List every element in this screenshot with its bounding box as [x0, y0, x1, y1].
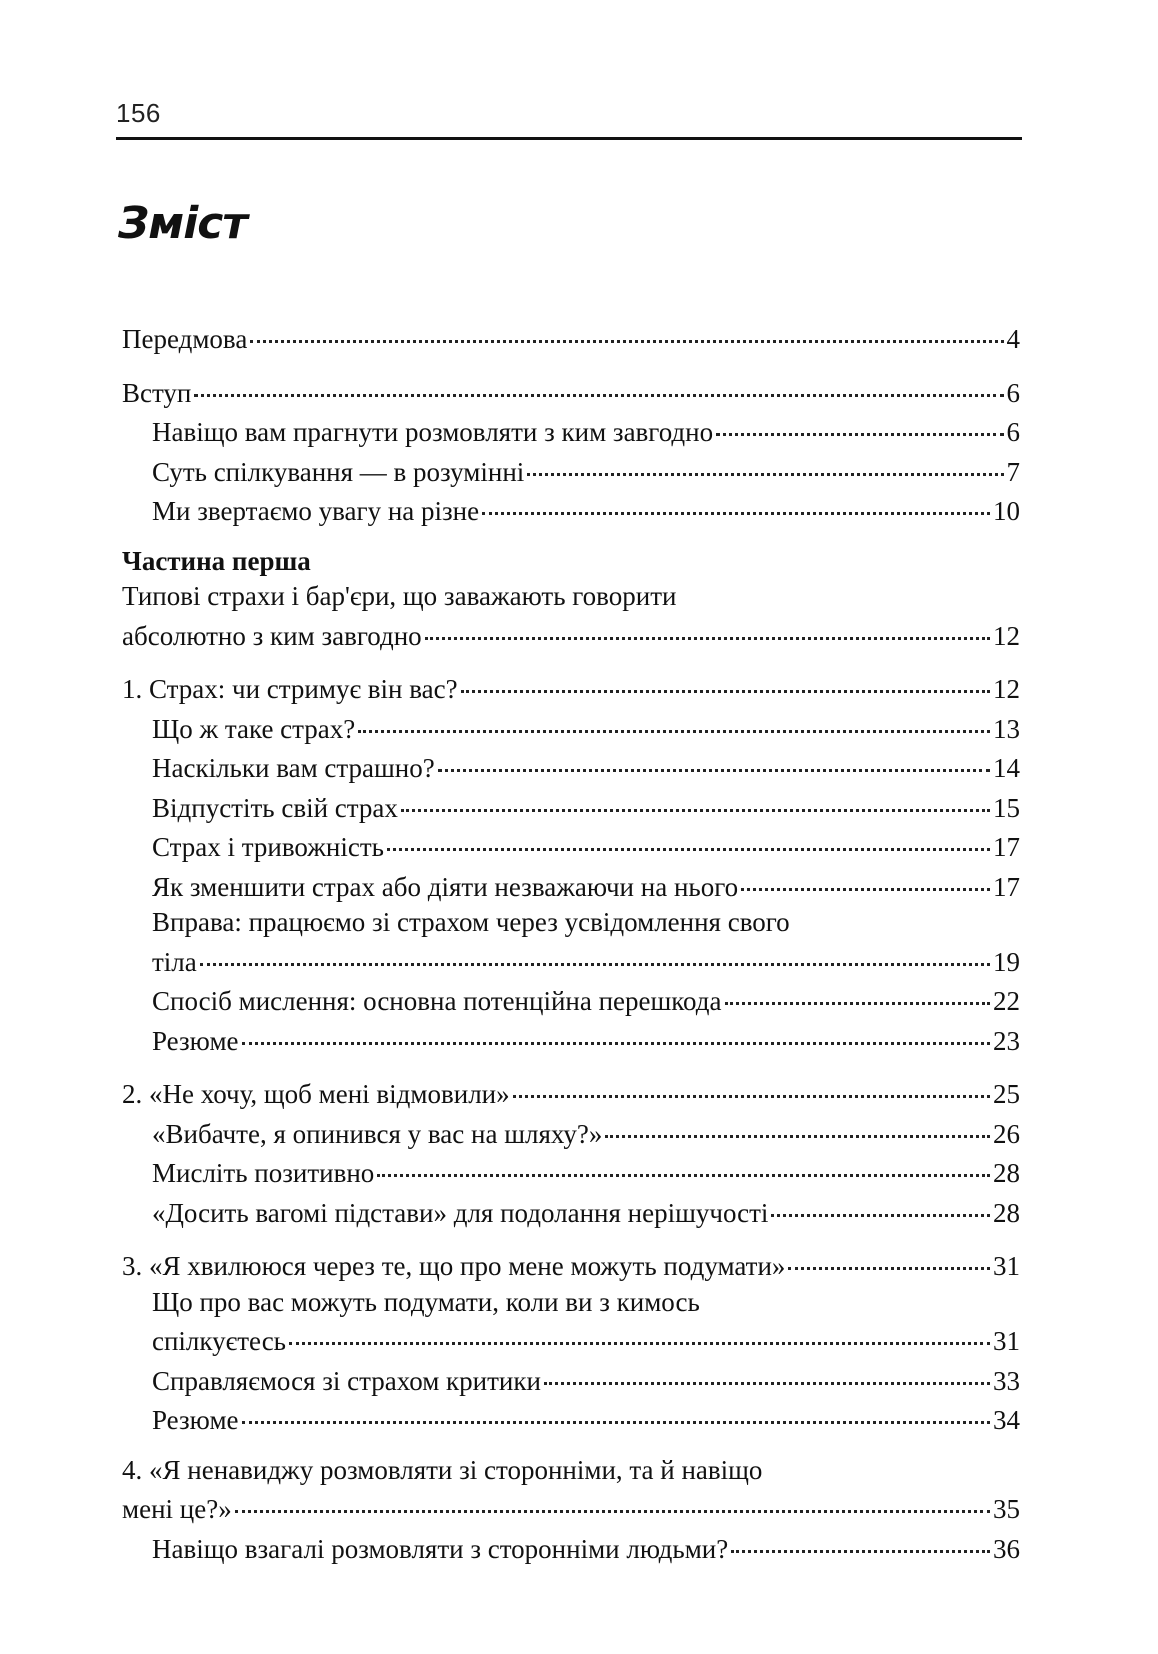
- dot-leader: [387, 821, 990, 851]
- toc-entry-page: 10: [993, 496, 1020, 526]
- toc-subentry[interactable]: [122, 1528, 1020, 1568]
- toc-entry-text: Наскільки вам страшно?: [152, 753, 435, 783]
- toc-entry-text: Резюме: [152, 1025, 239, 1056]
- dot-leader: [358, 703, 990, 733]
- toc-subentry[interactable]: [122, 490, 1020, 530]
- toc-entry-text: «Досить вагомі підстави» для подолання нерішучості: [152, 1197, 769, 1228]
- toc-entry-page: 26: [993, 1118, 1020, 1149]
- dot-leader: [401, 782, 990, 812]
- toc-entry-page: 15: [993, 792, 1020, 823]
- toc-entry-part1[interactable]: [122, 615, 1020, 655]
- toc-subentry[interactable]: [122, 1192, 1020, 1232]
- toc-entry-page: 36: [993, 1533, 1020, 1564]
- toc-entry-text: Як зменшити страх або діяти незважаючи на нього: [152, 871, 739, 902]
- toc-entry-text: Навіщо вам прагнути розмовляти з ким завгодно: [152, 417, 714, 447]
- dot-leader: [235, 1483, 990, 1513]
- dot-leader: [731, 1523, 990, 1553]
- dot-leader: [527, 446, 1003, 476]
- dot-leader: [788, 1240, 990, 1270]
- toc-entry-page: 33: [993, 1365, 1020, 1396]
- toc-entry-page: 17: [993, 871, 1020, 902]
- toc-entry-text: Вступ: [122, 377, 192, 408]
- dot-leader: [194, 367, 1003, 397]
- toc-subentry[interactable]: [122, 1020, 1020, 1060]
- toc-entry-text: Резюме: [152, 1405, 239, 1435]
- dot-leader: [513, 1068, 990, 1098]
- toc-entry-text: Суть спілкування — в розумінні: [152, 456, 525, 487]
- page-number: 156: [116, 98, 161, 128]
- toc-entry-text: мені це?»: [122, 1494, 232, 1524]
- toc-entry-text: Передмова: [122, 324, 248, 354]
- toc-entry-text: 3. «Я хвилююся через те, що про мене можуть подумати»: [122, 1251, 786, 1281]
- dot-leader: [725, 975, 991, 1005]
- toc-entry-text: 2. «Не хочу, щоб мені відмовили»: [122, 1079, 510, 1109]
- toc-entry-text: тіла: [152, 946, 197, 977]
- part-title-line: Типові страхи і бар'єри, що заважають говорити: [122, 581, 677, 611]
- toc-entry-page: 12: [993, 620, 1020, 651]
- toc-entry-text: Мисліть позитивно: [152, 1158, 375, 1188]
- toc-entry-text: Навіщо взагалі розмовляти з сторонніми людьми?: [152, 1533, 729, 1564]
- toc-entry-text: спілкуєтесь: [152, 1326, 286, 1356]
- dot-leader: [438, 742, 990, 772]
- dot-leader: [461, 663, 990, 693]
- toc-entry-page: 13: [993, 713, 1020, 744]
- toc-entry-chapter-3[interactable]: [122, 1245, 1020, 1285]
- toc-entry-page: 14: [993, 753, 1020, 783]
- toc-entry-page: 22: [993, 986, 1020, 1016]
- part-heading: Частина перша: [122, 545, 311, 576]
- table-of-contents: [122, 318, 1020, 1567]
- toc-entry-text: Що ж таке страх?: [152, 713, 356, 744]
- header-rule: [116, 137, 1022, 140]
- toc-entry-text: Відпустіть свій страх: [152, 792, 398, 823]
- dot-leader: [200, 936, 990, 966]
- toc-entry-text: Ми звертаємо увагу на різне: [152, 496, 480, 526]
- toc-entry-text: Спосіб мислення: основна потенційна перешкода: [152, 986, 722, 1016]
- toc-subentry-line: Вправа: працюємо зі страхом через усвідомлення свого: [152, 907, 790, 937]
- toc-entry-text: 1. Страх: чи стримує він вас?: [122, 674, 458, 704]
- toc-entry-page: 31: [993, 1251, 1020, 1281]
- dot-leader: [250, 313, 1003, 343]
- toc-subentry[interactable]: [122, 1399, 1020, 1439]
- toc-entry-page: 28: [993, 1158, 1020, 1188]
- toc-entry-page: 28: [993, 1197, 1020, 1228]
- toc-subentry-line: Що про вас можуть подумати, коли ви з кимось: [152, 1286, 700, 1317]
- dot-leader: [377, 1147, 990, 1177]
- toc-entry-page: 7: [1006, 456, 1020, 487]
- dot-leader: [242, 1015, 990, 1045]
- toc-entry-page: 6: [1006, 377, 1020, 408]
- toc-entry-page: 35: [993, 1494, 1020, 1524]
- toc-entry-page: 12: [993, 674, 1020, 704]
- toc-entry-page: 34: [993, 1405, 1020, 1435]
- toc-entry-page: 25: [993, 1079, 1020, 1109]
- toc-entry-page: 6: [1006, 417, 1020, 447]
- toc-entry-text: «Вибачте, я опинився у вас на шляху?»: [152, 1118, 603, 1149]
- dot-leader: [741, 861, 990, 891]
- toc-subentry[interactable]: [122, 866, 1020, 906]
- toc-entry-page: 23: [993, 1025, 1020, 1056]
- page-title: Зміст: [118, 198, 247, 249]
- toc-entry-text: абсолютно з ким завгодно: [122, 620, 422, 651]
- toc-entry-page: 31: [993, 1326, 1020, 1356]
- toc-entry-text: Страх і тривожність: [152, 832, 384, 862]
- dot-leader: [716, 406, 1003, 436]
- toc-entry-line: 4. «Я ненавиджу розмовляти зі сторонніми, та й навіщо: [122, 1454, 763, 1485]
- toc-entry-page: 4: [1006, 324, 1020, 354]
- dot-leader: [425, 610, 990, 640]
- dot-leader: [482, 485, 990, 515]
- dot-leader: [242, 1394, 990, 1424]
- toc-entry-foreword[interactable]: [122, 318, 1020, 358]
- toc-entry-page: 19: [993, 946, 1020, 977]
- dot-leader: [544, 1355, 990, 1385]
- toc-entry-page: 17: [993, 832, 1020, 862]
- toc-entry-text: Справляємося зі страхом критики: [152, 1365, 541, 1396]
- dot-leader: [605, 1108, 990, 1138]
- dot-leader: [289, 1315, 990, 1345]
- dot-leader: [771, 1187, 990, 1217]
